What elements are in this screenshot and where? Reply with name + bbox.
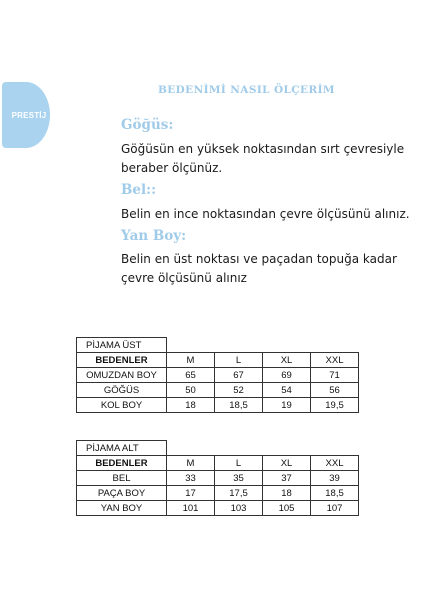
section-heading-side-length: Yan Boy:: [121, 228, 187, 244]
table-caption: PİJAMA ÜST: [77, 338, 167, 353]
table-cell: 52: [215, 383, 263, 398]
table-header-cell: L: [215, 353, 263, 368]
table-cell: BEL: [77, 471, 167, 486]
table-header-cell: BEDENLER: [77, 456, 167, 471]
table-cell: 54: [263, 383, 311, 398]
table-cell: 56: [311, 383, 359, 398]
section-heading-waist: Bel::: [121, 182, 157, 198]
table-cell: 17,5: [215, 486, 263, 501]
section-text-waist: Belin en ince noktasından çevre ölçüsünü alınız.: [121, 207, 410, 221]
section-text-chest: Göğüsün en yüksek noktasından sırt çevresiyle beraber ölçünüz.: [121, 142, 405, 175]
table-cell: 103: [215, 501, 263, 516]
table-cell: 65: [167, 368, 215, 383]
table-cell: OMUZDAN BOY: [77, 368, 167, 383]
table-cell: KOL BOY: [77, 398, 167, 413]
table-cell: 17: [167, 486, 215, 501]
brand-logo: [2, 82, 50, 148]
table-header-cell: XL: [263, 353, 311, 368]
table-header-cell: BEDENLER: [77, 353, 167, 368]
table-cell: 37: [263, 471, 311, 486]
section-text-side-length: Belin en üst noktası ve paçadan topuğa kadar çevre ölçüsünü alınız: [121, 252, 397, 285]
table-cell: 39: [311, 471, 359, 486]
table-cell: PAÇA BOY: [77, 486, 167, 501]
table-cell: 69: [263, 368, 311, 383]
size-table-bottom: [76, 440, 359, 516]
table-row: [77, 398, 359, 413]
table-cell: 18: [167, 398, 215, 413]
table-row: [77, 383, 359, 398]
table-row: [77, 471, 359, 486]
table-cell: 18: [263, 486, 311, 501]
table-cell: 18,5: [311, 486, 359, 501]
table-cell: 105: [263, 501, 311, 516]
size-table-top: [76, 337, 359, 413]
table-row: [77, 501, 359, 516]
table-row: [77, 486, 359, 501]
table-row: [77, 368, 359, 383]
page-title: BEDENİMİ NASIL ÖLÇERİM: [158, 84, 335, 96]
table-header-row: [77, 456, 359, 471]
table-cell: 33: [167, 471, 215, 486]
table-cell: 101: [167, 501, 215, 516]
table-header-cell: M: [167, 353, 215, 368]
table-cell: 19: [263, 398, 311, 413]
table-caption: PİJAMA ALT: [77, 441, 167, 456]
table-cell: 71: [311, 368, 359, 383]
table-header-cell: XXL: [311, 456, 359, 471]
table-cell: 18,5: [215, 398, 263, 413]
table-header-cell: L: [215, 456, 263, 471]
table-header-cell: M: [167, 456, 215, 471]
section-heading-chest: Göğüs:: [121, 117, 174, 133]
table-cell: 50: [167, 383, 215, 398]
table-cell: YAN BOY: [77, 501, 167, 516]
table-cell: GÖĞÜS: [77, 383, 167, 398]
table-header-cell: XXL: [311, 353, 359, 368]
table-header-cell: XL: [263, 456, 311, 471]
table-cell: 67: [215, 368, 263, 383]
table-header-row: [77, 353, 359, 368]
table-cell: 107: [311, 501, 359, 516]
table-cell: 19,5: [311, 398, 359, 413]
brand-logo-text: PRESTİJ: [11, 110, 47, 120]
table-cell: 35: [215, 471, 263, 486]
